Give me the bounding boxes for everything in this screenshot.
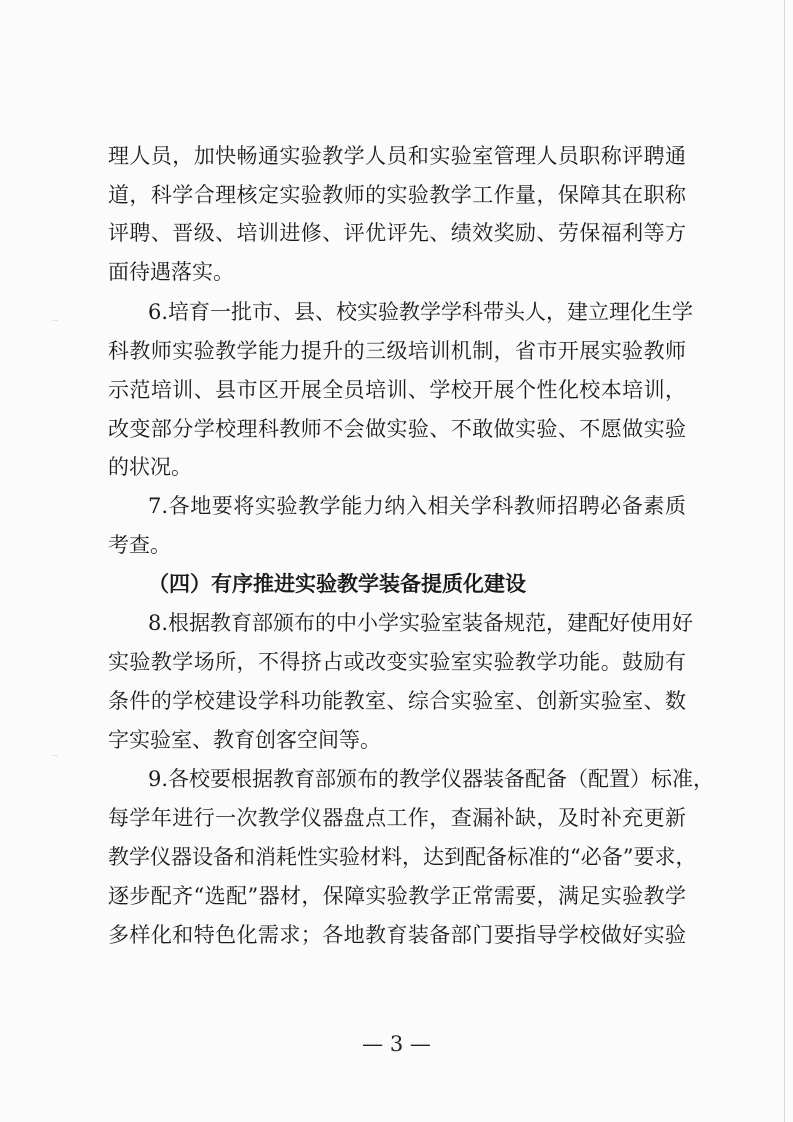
body-line: 逐步配齐“选配”器材，保障实验教学正常需要，满足实验教学 — [108, 884, 686, 908]
body-line: 理人员，加快畅通实验教学人员和实验室管理人员职称评聘通 — [108, 144, 686, 168]
body-line: 考查。 — [108, 533, 171, 557]
body-line: 科教师实验教学能力提升的三级培训机制，省市开展实验教师 — [108, 339, 686, 363]
body-line: 改变部分学校理科教师不会做实验、不敢做实验、不愿做实验 — [108, 417, 686, 441]
body-line: 条件的学校建设学科功能教室、综合实验室、创新实验室、数 — [108, 689, 686, 713]
paragraph-7-first-line: 7.各地要将实验教学能力纳入相关学科教师招聘必备素质 — [148, 494, 686, 518]
body-line: 多样化和特色化需求；各地教育装备部门要指导学校做好实验 — [108, 923, 686, 947]
body-line: 字实验室、教育创客空间等。 — [108, 728, 381, 752]
body-line: 教学仪器设备和消耗性实验材料，达到配备标准的“必备”要求， — [108, 845, 697, 869]
scan-edge-line — [784, 0, 785, 1122]
body-line: 实验教学场所，不得挤占或改变实验室实验教学功能。鼓励有 — [108, 650, 686, 674]
body-line: 道，科学合理核定实验教师的实验教学工作量，保障其在职称 — [108, 183, 686, 207]
body-line: 评聘、晋级、培训进修、评优评先、绩效奖励、劳保福利等方 — [108, 221, 686, 245]
body-line: 每学年进行一次教学仪器盘点工作，查漏补缺，及时补充更新 — [108, 806, 686, 830]
page-number: — 3 — — [362, 1032, 431, 1056]
section-heading: （四）有序推进实验教学装备提质化建设 — [148, 572, 526, 596]
scan-mark — [52, 755, 58, 756]
body-line: 面待遇落实。 — [108, 260, 234, 284]
body-line: 示范培训、县市区开展全员培训、学校开展个性化校本培训， — [108, 378, 686, 402]
body-line: 的状况。 — [108, 455, 192, 479]
paragraph-9-first-line: 9.各校要根据教育部颁布的教学仪器装备配备（配置）标准， — [148, 767, 715, 791]
paragraph-6-first-line: 6.培育一批市、县、校实验教学学科带头人，建立理化生学 — [148, 300, 694, 324]
scan-mark — [52, 320, 58, 321]
paragraph-8-first-line: 8.根据教育部颁布的中小学实验室装备规范，建配好使用好 — [148, 611, 694, 635]
